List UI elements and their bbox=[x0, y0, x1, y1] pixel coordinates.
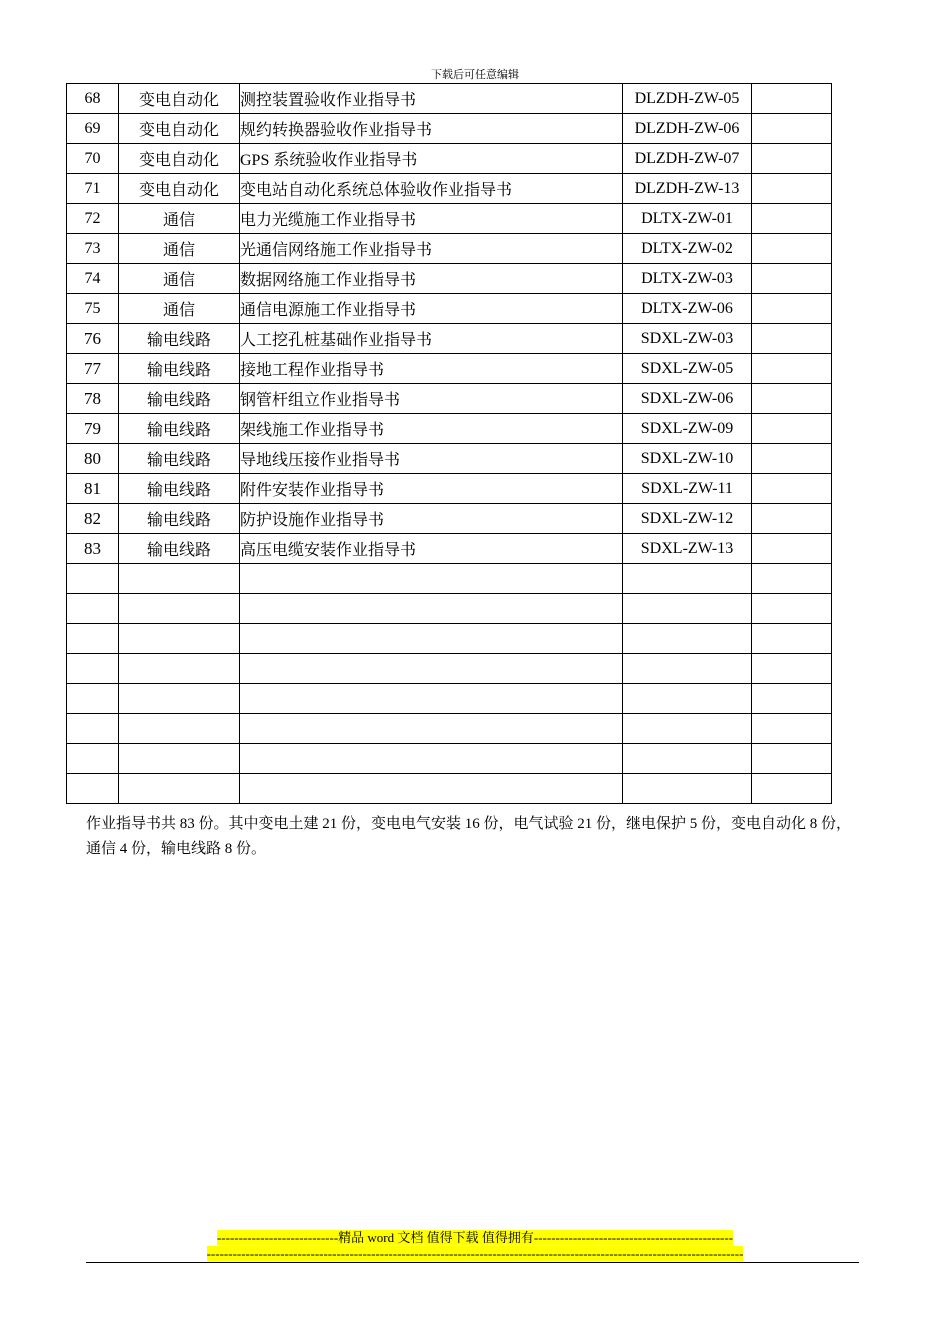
row-number bbox=[67, 744, 119, 774]
row-category: 通信 bbox=[119, 264, 240, 294]
row-category: 输电线路 bbox=[119, 354, 240, 384]
footer-banner bbox=[0, 1230, 950, 1262]
row-remark bbox=[752, 264, 832, 294]
row-category bbox=[119, 744, 240, 774]
table-row bbox=[67, 174, 832, 204]
row-document-code bbox=[623, 774, 752, 804]
row-document-code: SDXL-ZW-13 bbox=[623, 534, 752, 564]
row-document-code bbox=[623, 594, 752, 624]
row-document-name bbox=[240, 714, 623, 744]
row-document-code: DLZDH-ZW-05 bbox=[623, 84, 752, 114]
table-row bbox=[67, 744, 832, 774]
row-number bbox=[67, 684, 119, 714]
row-document-code: DLTX-ZW-01 bbox=[623, 204, 752, 234]
row-remark bbox=[752, 114, 832, 144]
row-category: 输电线路 bbox=[119, 324, 240, 354]
row-category: 变电自动化 bbox=[119, 144, 240, 174]
row-remark bbox=[752, 504, 832, 534]
row-number bbox=[67, 594, 119, 624]
footer-banner-line2: ---------------------------------------------------------------------------------------------------------------------------- bbox=[206, 1246, 744, 1261]
row-document-code bbox=[623, 684, 752, 714]
row-number bbox=[67, 564, 119, 594]
row-document-name: 附件安装作业指导书 bbox=[240, 474, 623, 504]
row-remark bbox=[752, 714, 832, 744]
row-document-name: 数据网络施工作业指导书 bbox=[240, 264, 623, 294]
row-category: 输电线路 bbox=[119, 474, 240, 504]
row-document-name bbox=[240, 594, 623, 624]
table-row bbox=[67, 504, 832, 534]
row-number bbox=[67, 654, 119, 684]
row-document-code: DLZDH-ZW-13 bbox=[623, 174, 752, 204]
row-category: 输电线路 bbox=[119, 414, 240, 444]
row-category bbox=[119, 714, 240, 744]
row-category: 输电线路 bbox=[119, 504, 240, 534]
row-number: 81 bbox=[67, 474, 119, 504]
row-document-name: 接地工程作业指导书 bbox=[240, 354, 623, 384]
table-row bbox=[67, 564, 832, 594]
table-row bbox=[67, 294, 832, 324]
row-document-name: 光通信网络施工作业指导书 bbox=[240, 234, 623, 264]
row-document-code: SDXL-ZW-09 bbox=[623, 414, 752, 444]
row-remark bbox=[752, 444, 832, 474]
row-remark bbox=[752, 234, 832, 264]
row-document-name bbox=[240, 684, 623, 714]
row-document-code bbox=[623, 564, 752, 594]
footer-rule bbox=[86, 1262, 859, 1263]
table-row bbox=[67, 234, 832, 264]
row-number: 83 bbox=[67, 534, 119, 564]
row-document-name: 通信电源施工作业指导书 bbox=[240, 294, 623, 324]
table-row bbox=[67, 324, 832, 354]
row-document-name: 架线施工作业指导书 bbox=[240, 414, 623, 444]
row-document-code: DLTX-ZW-03 bbox=[623, 264, 752, 294]
row-number bbox=[67, 774, 119, 804]
row-document-code bbox=[623, 714, 752, 744]
row-document-name: 导地线压接作业指导书 bbox=[240, 444, 623, 474]
row-document-code: SDXL-ZW-06 bbox=[623, 384, 752, 414]
row-number: 73 bbox=[67, 234, 119, 264]
row-remark bbox=[752, 534, 832, 564]
footer-banner-line1: ----------------------------精品 word 文档 值得下载 值得拥有---------------------------------------------- bbox=[216, 1230, 734, 1245]
row-document-code: DLTX-ZW-02 bbox=[623, 234, 752, 264]
guide-list-table bbox=[66, 83, 832, 804]
row-document-code bbox=[623, 624, 752, 654]
summary-paragraph: 作业指导书共 83 份。其中变电土建 21 份，变电电气安装 16 份，电气试验 21 份，继电保护 5 份，变电自动化 8 份，通信 4 份，输电线路 8 份。 bbox=[86, 816, 852, 857]
row-category bbox=[119, 564, 240, 594]
table-body bbox=[67, 84, 832, 804]
row-number: 72 bbox=[67, 204, 119, 234]
row-remark bbox=[752, 354, 832, 384]
row-category bbox=[119, 684, 240, 714]
table-row bbox=[67, 714, 832, 744]
row-document-code bbox=[623, 744, 752, 774]
row-number: 69 bbox=[67, 114, 119, 144]
row-document-name: 防护设施作业指导书 bbox=[240, 504, 623, 534]
table-row bbox=[67, 384, 832, 414]
row-document-name bbox=[240, 744, 623, 774]
table-row bbox=[67, 204, 832, 234]
row-number: 78 bbox=[67, 384, 119, 414]
row-category bbox=[119, 774, 240, 804]
row-category: 输电线路 bbox=[119, 444, 240, 474]
row-document-code bbox=[623, 654, 752, 684]
row-remark bbox=[752, 684, 832, 714]
row-category: 输电线路 bbox=[119, 384, 240, 414]
row-category: 通信 bbox=[119, 294, 240, 324]
row-document-code: SDXL-ZW-03 bbox=[623, 324, 752, 354]
row-remark bbox=[752, 294, 832, 324]
row-remark bbox=[752, 414, 832, 444]
row-document-name: 变电站自动化系统总体验收作业指导书 bbox=[240, 174, 623, 204]
row-document-name: 测控装置验收作业指导书 bbox=[240, 84, 623, 114]
row-remark bbox=[752, 474, 832, 504]
table-row bbox=[67, 414, 832, 444]
row-document-code: SDXL-ZW-12 bbox=[623, 504, 752, 534]
row-number bbox=[67, 714, 119, 744]
row-document-name: 人工挖孔桩基础作业指导书 bbox=[240, 324, 623, 354]
row-document-code: DLZDH-ZW-07 bbox=[623, 144, 752, 174]
row-remark bbox=[752, 594, 832, 624]
row-document-name: 钢管杆组立作业指导书 bbox=[240, 384, 623, 414]
row-remark bbox=[752, 654, 832, 684]
table-row bbox=[67, 444, 832, 474]
row-number: 82 bbox=[67, 504, 119, 534]
row-category: 通信 bbox=[119, 204, 240, 234]
table-row bbox=[67, 474, 832, 504]
row-category bbox=[119, 624, 240, 654]
row-document-name bbox=[240, 774, 623, 804]
row-category bbox=[119, 594, 240, 624]
table-row bbox=[67, 624, 832, 654]
row-number: 80 bbox=[67, 444, 119, 474]
table-row bbox=[67, 354, 832, 384]
row-category: 变电自动化 bbox=[119, 174, 240, 204]
row-category: 通信 bbox=[119, 234, 240, 264]
table-row bbox=[67, 264, 832, 294]
row-remark bbox=[752, 204, 832, 234]
row-number bbox=[67, 624, 119, 654]
row-number: 74 bbox=[67, 264, 119, 294]
table-row bbox=[67, 84, 832, 114]
row-remark bbox=[752, 324, 832, 354]
row-remark bbox=[752, 84, 832, 114]
table-row bbox=[67, 654, 832, 684]
row-document-code: SDXL-ZW-05 bbox=[623, 354, 752, 384]
row-document-name: GPS 系统验收作业指导书 bbox=[240, 144, 623, 174]
row-number: 71 bbox=[67, 174, 119, 204]
row-category bbox=[119, 654, 240, 684]
table-row bbox=[67, 534, 832, 564]
row-number: 68 bbox=[67, 84, 119, 114]
row-document-code: DLTX-ZW-06 bbox=[623, 294, 752, 324]
table-row bbox=[67, 594, 832, 624]
row-document-code: DLZDH-ZW-06 bbox=[623, 114, 752, 144]
row-number: 75 bbox=[67, 294, 119, 324]
row-category: 变电自动化 bbox=[119, 84, 240, 114]
row-document-name bbox=[240, 624, 623, 654]
row-document-name: 规约转换器验收作业指导书 bbox=[240, 114, 623, 144]
table-row bbox=[67, 114, 832, 144]
page-header-note: 下载后可任意编辑 bbox=[431, 69, 519, 81]
row-document-code: SDXL-ZW-10 bbox=[623, 444, 752, 474]
row-remark bbox=[752, 564, 832, 594]
row-document-code: SDXL-ZW-11 bbox=[623, 474, 752, 504]
row-number: 79 bbox=[67, 414, 119, 444]
row-remark bbox=[752, 384, 832, 414]
row-category: 输电线路 bbox=[119, 534, 240, 564]
row-number: 70 bbox=[67, 144, 119, 174]
table-row bbox=[67, 774, 832, 804]
row-remark bbox=[752, 774, 832, 804]
row-remark bbox=[752, 174, 832, 204]
row-number: 76 bbox=[67, 324, 119, 354]
row-category: 变电自动化 bbox=[119, 114, 240, 144]
row-document-name bbox=[240, 564, 623, 594]
row-remark bbox=[752, 624, 832, 654]
row-document-name bbox=[240, 654, 623, 684]
row-remark bbox=[752, 144, 832, 174]
row-remark bbox=[752, 744, 832, 774]
row-document-name: 电力光缆施工作业指导书 bbox=[240, 204, 623, 234]
table-row bbox=[67, 684, 832, 714]
row-document-name: 高压电缆安装作业指导书 bbox=[240, 534, 623, 564]
table-row bbox=[67, 144, 832, 174]
row-number: 77 bbox=[67, 354, 119, 384]
